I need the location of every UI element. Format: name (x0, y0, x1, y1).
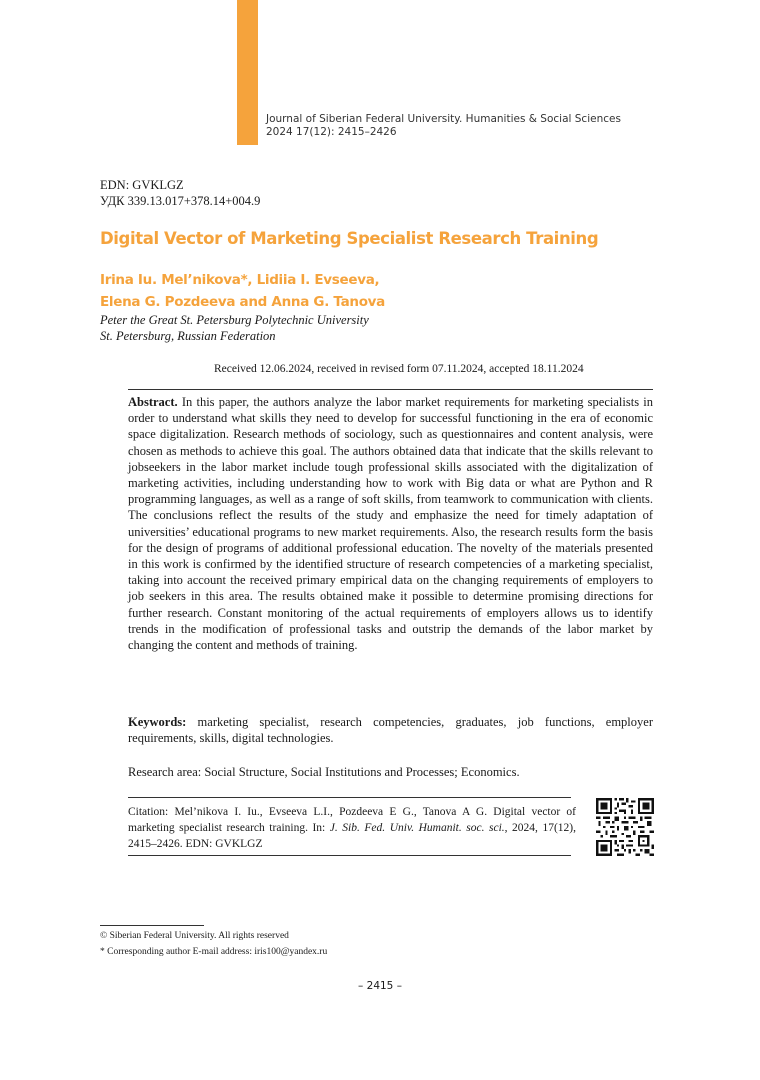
keywords-text: marketing specialist, research competencies, graduates, job functions, employer requirements, skills, digital technologies. (128, 715, 653, 746)
abstract-label: Abstract. (128, 395, 178, 409)
copyright-note: © Siberian Federal University. All rights reserved (100, 931, 289, 941)
edn-code: EDN: GVKLGZ (100, 178, 184, 192)
citation-journal: J. Sib. Fed. Univ. Humanit. soc. sci. (329, 822, 505, 834)
footnote-rule (100, 925, 204, 926)
udk-code: УДК 339.13.017+378.14+004.9 (100, 193, 261, 208)
qr-code (596, 798, 654, 856)
authors-line-2: Elena G. Pozdeeva and Anna G. Tanova (100, 294, 385, 310)
abstract (128, 394, 653, 653)
keywords (128, 714, 653, 746)
citation-bottom-rule (128, 855, 571, 856)
citation (128, 804, 576, 852)
citation-prefix: Citation: Mel’nikova I. Iu., Evseeva L.I., Pozdeeva E G., Tanova A G. Digital vector of marketing specialist research training. In: (128, 806, 576, 834)
keywords-label: Keywords: (128, 715, 187, 729)
citation-suffix: , 2024, 17(12), 2415–2426. EDN: GVKLGZ (128, 822, 576, 850)
footnotes (100, 929, 327, 960)
page-number: – 2415 – (358, 980, 402, 992)
research-area: Research area: Social Structure, Social Institutions and Processes; Economics. (128, 765, 520, 779)
journal-header (266, 113, 621, 139)
journal-issue: 2024 17(12): 2415–2426 (266, 126, 397, 138)
authors-line-1: Irina Iu. Mel’nikova*, Lidiia I. Evseeva, (100, 272, 380, 288)
affiliation-location: St. Petersburg, Russian Federation (100, 329, 276, 343)
author-list (100, 269, 385, 313)
affiliation-institution: Peter the Great St. Petersburg Polytechnic University (100, 313, 369, 327)
article-title: Digital Vector of Marketing Specialist Research Training (100, 229, 599, 248)
received-dates: Received 12.06.2024, received in revised form 07.11.2024, accepted 18.11.2024 (214, 363, 584, 375)
journal-accent-bar (237, 0, 258, 145)
abstract-top-rule (128, 389, 653, 390)
journal-name: Journal of Siberian Federal University. Humanities & Social Sciences (266, 113, 621, 125)
affiliation (100, 312, 369, 344)
article-identifiers (100, 178, 260, 209)
abstract-text: In this paper, the authors analyze the labor market requirements for marketing specialists in order to understand what skills they need to develop for successful functioning in the era of economic space digitalization. Research methods of sociology, such as questionnaires and content analysis, were chosen as methods to achieve this goal. The authors obtained data that indicate that the skills relevant to jobseekers in the labor market include tough professional skills associated with the digitalization of marketing activities, including understanding how to work with Big data or what are Python and R programming languages, as well as a range of soft skills, from teamwork to communication with clients. The conclusions reflect the results of the study and emphasize the need for timely adaptation of universities’ educational programs to new market requirements. Also, the research results form the basis for the design of programs of additional professional education. The novelty of the materials presented in this work is confirmed by the identified structure of research competencies of a marketing specialist, taking into account the received primary empirical data on the changing requirements of employers to job seekers in this area. The results obtained make it possible to determine promising directions for further research. Constant monitoring of the actual requirements of employers allows us to identify trends in the modification of professional tasks and outstrip the demands of the labor market by changing the content and methods of training. (128, 395, 653, 653)
corresponding-author-note: * Corresponding author E-mail address: iris100@yandex.ru (100, 946, 328, 957)
citation-top-rule (128, 797, 571, 798)
